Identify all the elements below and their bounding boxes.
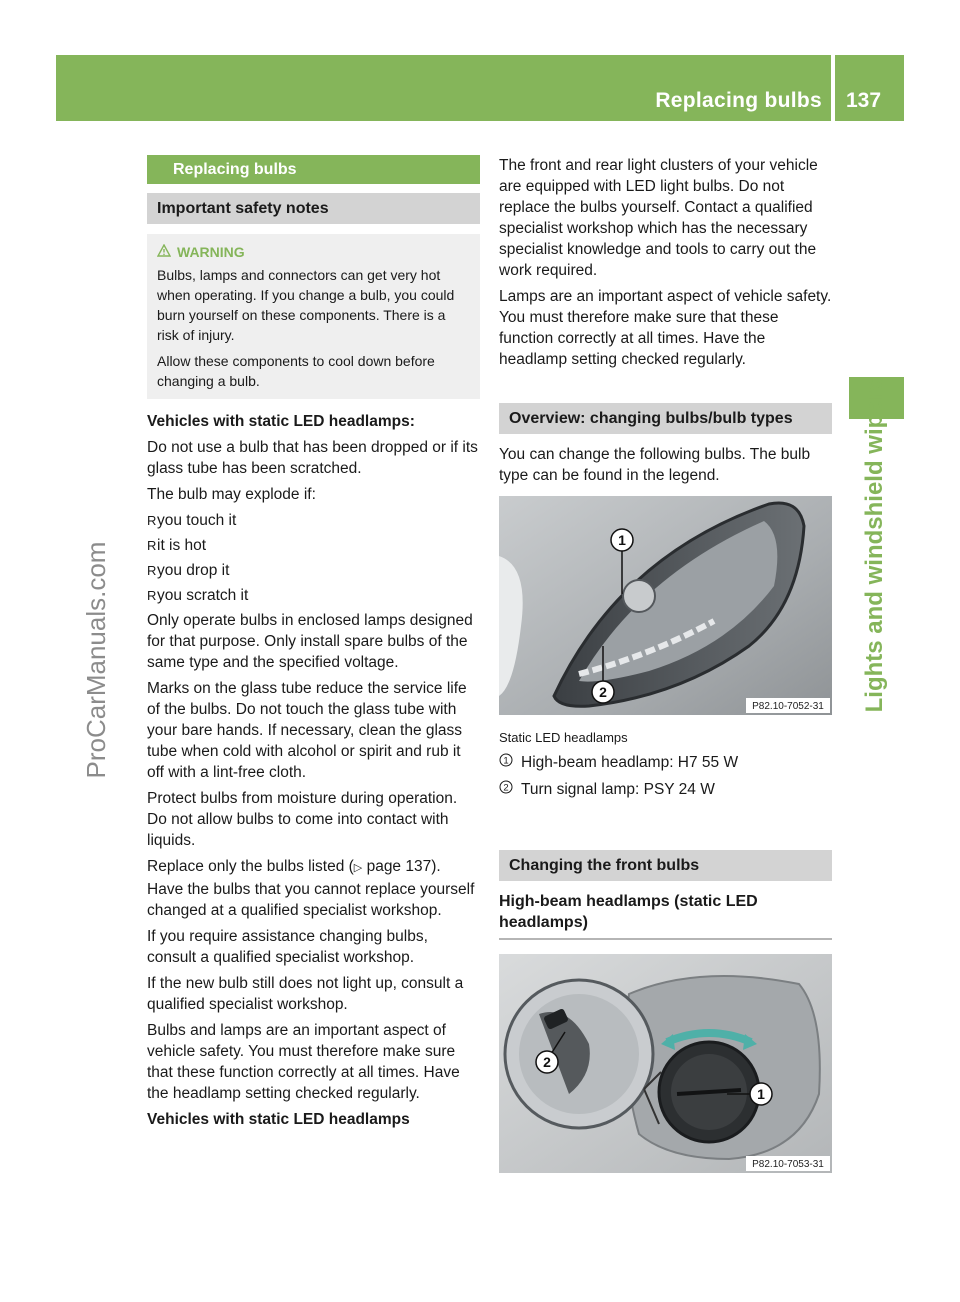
page-header-bar: [56, 55, 904, 121]
overview-title: Overview: changing bulbs/bulb types: [499, 403, 832, 434]
page-reference-arrow-icon: ▷: [353, 862, 363, 874]
warning-title: WARNING: [177, 244, 245, 260]
svg-text:1: 1: [503, 755, 509, 767]
static-led-heading: Vehicles with static LED headlamps:: [147, 413, 415, 430]
list-item: R you scratch it: [147, 587, 249, 604]
legend-item: 1 High-beam headlamp: H7 55 W: [499, 752, 832, 773]
left-column: [147, 155, 480, 1135]
paragraph-front-rear: The front and rear light clusters of your vehicle are equipped with LED light bulbs. Do not replace the bulbs yourself. Contact a qualified specialist workshop which has the necessary specialist knowledge and tools to carry out the work required.: [499, 157, 818, 279]
page-number: 137: [846, 89, 882, 112]
warning-text-1: Bulbs, lamps and connectors can get very hot when operating. If you change a bulb, you could burn yourself on these components. There is a risk of injury.: [157, 267, 455, 343]
list-item: R it is hot: [147, 537, 207, 554]
warning-heading: [157, 242, 470, 262]
callout-1-icon: [499, 752, 521, 773]
list-item: R you touch it: [147, 512, 237, 529]
paragraph-assistance: If you require assistance changing bulbs, consult a qualified specialist workshop.: [147, 928, 428, 966]
headlamp-rear-photo: [499, 954, 832, 1173]
paragraph-overview: You can change the following bulbs. The bulb type can be found in the legend.: [499, 446, 811, 484]
headlamp-photo: [499, 496, 832, 715]
warning-triangle-icon: [157, 242, 171, 262]
image-code: P82.10-7052-31: [752, 701, 824, 712]
bullet-icon: R: [147, 588, 157, 603]
paragraph-protect: Protect bulbs from moisture during operation. Do not allow bulbs to come into contact with liquids.: [147, 790, 458, 849]
image-code: P82.10-7053-31: [752, 1159, 824, 1170]
static-led-heading-2: Vehicles with static LED headlamps: [147, 1111, 410, 1128]
list-item: R you drop it: [147, 562, 230, 579]
section-title: Replacing bulbs: [147, 155, 480, 184]
paragraph-explode: The bulb may explode if:: [147, 486, 316, 503]
header-divider: [831, 55, 835, 121]
changing-front-bulbs-title: Changing the front bulbs: [499, 850, 832, 881]
paragraph-safety: Bulbs and lamps are an important aspect of vehicle safety. You must therefore make sure that these function correctly at all times. Have the headlamp setting checked regularly.: [147, 1022, 460, 1102]
paragraph-marks: Marks on the glass tube reduce the service life of the bulbs. Do not touch the glass tube with your bare hands. If necessary, clean the glass tube when cold with alcohol or spirit and rub it off with a lint-free cloth.: [147, 680, 467, 781]
svg-text:1: 1: [618, 532, 626, 548]
svg-text:2: 2: [599, 684, 607, 700]
image-caption: Static LED headlamps: [499, 730, 628, 745]
svg-text:2: 2: [543, 1054, 551, 1070]
explode-conditions-list: [147, 510, 480, 606]
highbeam-heading: High-beam headlamps (static LED headlamps): [499, 891, 832, 940]
watermark: ProCarManuals.com: [81, 541, 111, 779]
svg-text:2: 2: [503, 782, 509, 794]
subsection-title: Important safety notes: [147, 193, 480, 224]
callout-2-icon: [499, 779, 521, 800]
right-column: [499, 155, 832, 1173]
svg-text:1: 1: [757, 1086, 765, 1102]
running-title: Replacing bulbs: [655, 89, 822, 112]
side-tab-chapter: Lights and windshield wipers: [861, 377, 888, 713]
legend-item: 2 Turn signal lamp: PSY 24 W: [499, 779, 832, 800]
paragraph-replace: Replace only the bulbs listed (▷ page 137). Have the bulbs that you cannot replace yourself changed at a qualified specialist workshop.: [147, 858, 475, 919]
bullet-icon: R: [147, 563, 157, 578]
page-reference-link[interactable]: page 137). Have the bulbs that you cannot replace yourself changed at a qualified specialist workshop.: [147, 858, 475, 919]
warning-text-2: Allow these components to cool down before changing a bulb.: [157, 353, 435, 389]
paragraph-lamps-safety: Lamps are an important aspect of vehicle safety. You must therefore make sure that these function correctly at all times. Have the headlamp setting checked regularly.: [499, 288, 832, 368]
paragraph-only-operate: Only operate bulbs in enclosed lamps designed for that purpose. Only install spare bulbs of the same type and the specified voltage.: [147, 612, 473, 671]
warning-box: [147, 234, 480, 399]
paragraph-dropped: Do not use a bulb that has been dropped or if its glass tube has been scratched.: [147, 439, 478, 477]
paragraph-new-bulb: If the new bulb still does not light up, consult a qualified specialist workshop.: [147, 975, 464, 1013]
bullet-icon: R: [147, 538, 157, 553]
bullet-icon: R: [147, 513, 157, 528]
